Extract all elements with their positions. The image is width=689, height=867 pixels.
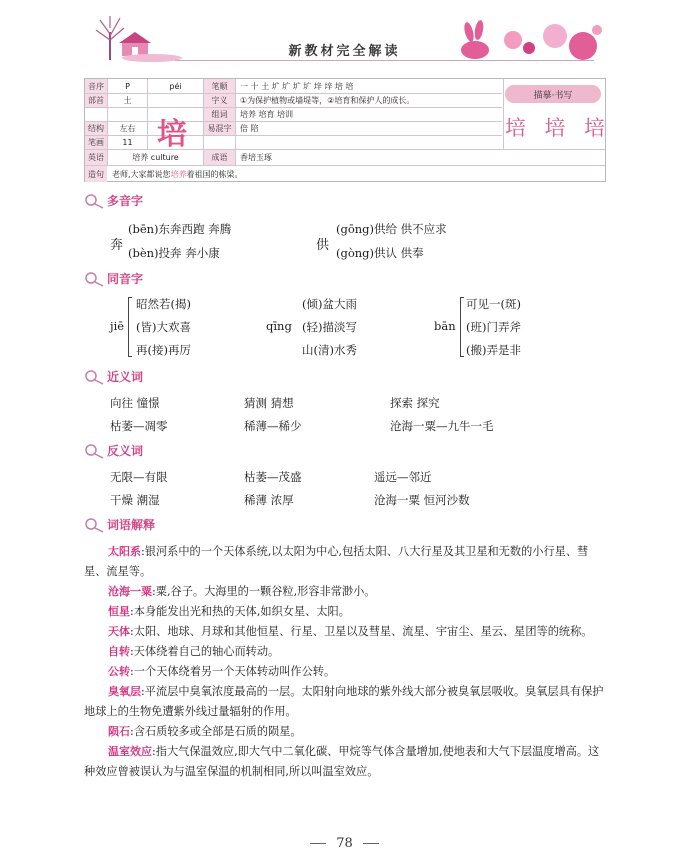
glossary-term: 自转	[108, 645, 130, 658]
order-value: P	[125, 81, 130, 91]
label-order: 音序	[85, 79, 107, 93]
synonym-pair: 枯萎—凋零	[110, 419, 168, 433]
homophone-item: (倾)盆大雨	[302, 297, 357, 311]
polyphonic-line: (gòng)供认 供奉	[336, 246, 424, 260]
label-strokes: 笔画	[85, 136, 107, 149]
homophone-pinyin: bān	[434, 319, 456, 333]
glossary-entry	[84, 622, 606, 642]
label-confusable: 易混字	[204, 122, 235, 135]
label-meaning: 字义	[204, 94, 235, 107]
glossary-entry	[84, 662, 606, 682]
section-label: 多音字	[107, 194, 144, 208]
glossary-term: 公转	[108, 665, 130, 678]
footer-dash	[310, 843, 326, 844]
glossary-term: 天体	[108, 625, 130, 638]
trace-character: 培	[505, 116, 526, 140]
glossary-definition: :银河系中的一个天体系统,以太阳为中心,包括太阳、八大行星及其卫星和无数的小行星、彗星、流星等。	[84, 545, 589, 578]
homophone-item: (搬)弄是非	[466, 343, 521, 357]
homophone-item: 可见一(斑)	[466, 297, 521, 311]
glossary-definition: :天体绕着自己的轴心而转动。	[130, 645, 280, 658]
bunny-flowers-illustration	[455, 18, 605, 63]
glossary-definition: :粟,谷子。大海里的一颗谷粒,形容非常渺小。	[152, 585, 376, 598]
magnifier-icon	[84, 517, 104, 533]
label-sentence: 造句	[85, 166, 107, 182]
antonym-pair: 干燥 潮湿	[110, 493, 160, 507]
page-header	[0, 0, 689, 72]
label-structure: 结构	[85, 122, 107, 135]
section-homophone-title	[84, 270, 143, 287]
antonym-pair: 沧海一粟 恒河沙数	[374, 493, 470, 507]
synonym-pair: 探索 探究	[390, 396, 440, 410]
words-value: 培养 培育 培训	[240, 110, 294, 119]
polyphonic-line: (bēn)东奔西跑 奔腾	[128, 222, 232, 236]
glossary-entry	[84, 722, 606, 742]
homophone-item: (班)门弄斧	[466, 320, 521, 334]
sentence-value	[108, 166, 588, 182]
section-synonym-title	[84, 368, 143, 385]
footer-dash	[363, 843, 379, 844]
bracket	[460, 297, 464, 357]
structure-value: 左右	[119, 124, 136, 133]
antonym-pair: 遥远—邻近	[374, 470, 432, 484]
page-footer	[0, 836, 689, 851]
homophone-item: 山(清)水秀	[302, 343, 357, 357]
synonym-pair: 沧海一粟—九牛一毛	[390, 419, 494, 433]
sentence-highlight: 培养	[170, 169, 187, 179]
homophone-pinyin: jiē	[110, 319, 125, 333]
magnifier-icon	[84, 193, 104, 209]
character-info-card	[84, 78, 606, 182]
label-idiom: 成语	[204, 150, 235, 165]
polyphonic-line: (bèn)投奔 奔小康	[128, 246, 220, 260]
section-glossary-title	[84, 516, 155, 533]
write-practice-chars	[505, 112, 605, 142]
glossary-list	[84, 542, 606, 782]
antonym-pair: 无限—有限	[110, 470, 168, 484]
polyphonic-line: (gōng)供给 供不应求	[336, 222, 447, 236]
header-title: 新教材完全解读	[288, 44, 401, 59]
glossary-term: 沧海一粟	[108, 585, 152, 598]
homophone-item: (皆)大欢喜	[136, 320, 191, 334]
section-polyphonic-title	[84, 192, 143, 209]
label-english: 英语	[85, 150, 107, 165]
pinyin-value: péi	[169, 81, 182, 91]
polyphonic-char: 奔	[110, 238, 124, 253]
glossary-term: 陨石	[108, 725, 130, 738]
label-radical: 部首	[85, 94, 107, 107]
write-practice-title: 描摹·书写	[505, 85, 601, 103]
radical-value: 土	[123, 96, 132, 105]
glossary-entry	[84, 682, 606, 722]
section-label: 词语解释	[107, 518, 156, 532]
synonym-pair: 稀薄—稀少	[244, 419, 302, 433]
magnifier-icon	[84, 443, 104, 459]
idiom-value: 香培玉琢	[240, 153, 272, 162]
glossary-term: 太阳系	[108, 545, 141, 558]
glossary-term: 恒星	[108, 605, 130, 618]
english-value: 培养 culture	[132, 153, 179, 162]
main-character: 培	[157, 117, 187, 152]
glossary-entry	[84, 742, 606, 782]
page-number: 78	[336, 836, 353, 851]
trace-character: 培	[584, 116, 605, 140]
section-label: 同音字	[107, 272, 144, 286]
glossary-definition: :平流层中臭氧浓度最高的一层。太阳射向地球的紫外线大部分被臭氧层吸收。臭氧层具有保护地球上的生物免遭紫外线过量辐射的作用。	[84, 685, 604, 718]
synonym-pair: 猜测 猜想	[244, 396, 294, 410]
synonym-pair: 向往 憧憬	[110, 396, 160, 410]
glossary-definition: :太阳、地球、月球和其他恒星、行星、卫星以及彗星、流星、宇宙尘、星云、星团等的统称。	[130, 625, 593, 638]
polyphonic-char: 供	[316, 238, 330, 253]
card-rule	[503, 79, 504, 149]
glossary-definition: :含石质较多或全部是石质的陨星。	[130, 725, 302, 738]
bracket	[128, 297, 132, 357]
glossary-term: 臭氧层	[108, 685, 141, 698]
sentence-part: 老师,大家都说您	[112, 169, 171, 179]
homophone-item: 昭然若(揭)	[136, 297, 191, 311]
section-label: 反义词	[107, 444, 144, 458]
glossary-entry	[84, 542, 606, 582]
magnifier-icon	[84, 271, 104, 287]
label-stroke-order: 笔顺	[204, 79, 235, 93]
glossary-entry	[84, 582, 606, 602]
glossary-definition: :一个天体绕着另一个天体转动叫作公转。	[130, 665, 336, 678]
section-label: 近义词	[107, 370, 144, 384]
glossary-term: 温室效应	[108, 745, 152, 758]
label-words: 组词	[204, 108, 235, 121]
glossary-definition: :本身能发出光和热的天体,如织女星、太阳。	[130, 605, 350, 618]
trace-character: 培	[544, 116, 566, 140]
section-antonym-title	[84, 442, 143, 459]
meaning-value: ①为保护植物或墙堤等，②培育和保护人的成长。	[240, 96, 415, 105]
antonym-pair: 枯萎—茂盛	[244, 470, 302, 484]
homophone-item: (轻)描淡写	[302, 320, 357, 334]
confusable-value: 倍 陪	[240, 124, 259, 133]
magnifier-icon	[84, 369, 104, 385]
glossary-definition: :指大气保温效应,即大气中二氧化碳、甲烷等气体含量增加,使地表和大气下层温度增高。这种效应曾被误认为与温室保温的机制相同,所以叫温室效应。	[84, 745, 600, 778]
glossary-entry	[84, 642, 606, 662]
strokes-value: 11	[122, 138, 133, 147]
sentence-part: 着祖国的栋梁。	[186, 169, 243, 179]
stroke-order-value: 一 十 土 圹 圹 圹 圹 垶 垶 培 培	[240, 81, 354, 91]
homophone-pinyin: qīng	[266, 319, 292, 333]
antonym-pair: 稀薄 浓厚	[244, 493, 294, 507]
homophone-item: 再(接)再厉	[136, 343, 191, 357]
glossary-entry	[84, 602, 606, 622]
